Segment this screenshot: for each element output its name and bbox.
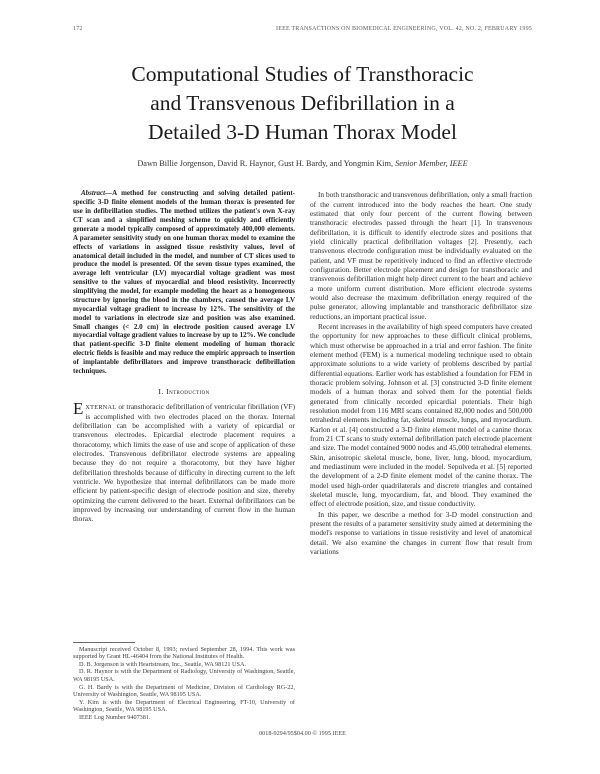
introduction-paragraph [73, 398, 295, 524]
page-number: 172 [73, 26, 83, 32]
paper-title-line: Computational Studies of Transthoracic [131, 62, 474, 86]
footnote-line: IEEE Log Number 9407381. [79, 713, 151, 721]
left-column [73, 189, 295, 721]
footnote-line: Y. Kim is with the Department of Electrical Engineering, FT-10, University of Washington, Seattle, WA 98195 USA. [73, 698, 295, 714]
dropcap-letter: E [73, 398, 84, 418]
abstract-text: A method for constructing and solving detailed patient-specific 3-D finite element models of the human thorax is presented for use in defibrillation studies. The method utilizes the patient's own X-ray CT scan and a simplified meshing scheme to quickly and efficiently generate a model typically composed of approximately 400,000 elements. A parameter sensitivity study on one human thorax model to examine the effects of variations in assigned tissue resistivity values, level of anatomical detail included in the model, and number of CT slices used to produce the model is presented. Of the seven tissue types examined, the average left ventricular (LV) myocardial voltage gradient was most sensitive to the values of myocardial and blood resistivity. Incorrectly simplifying the model, for example modeling the heart as a homogeneous structure by ignoring the blood in the chambers, caused the average LV myocardial voltage gradient to increase by 12%. The sensitivity of the model to variations in electrode size and position was also examined. Small changes (< 2.0 cm) in electrode position caused average LV myocardial voltage gradient values to increase by up to 12%. We conclude that patient-specific 3-D finite element modeling of human thoracic electric fields is feasible and may reduce the empiric approach to insertion of implantable defibrillators and improve transthoracic defibrillation techniques. [73, 189, 295, 375]
footnote-line: Manuscript received October 8, 1993; revised September 28, 1994. This work was supported by Grant HL-46404 from the National Institutes of Health. [73, 645, 295, 661]
authors-names: Dawn Billie Jorgenson, David R. Haynor, Gust H. Bardy, and Yongmin Kim, [137, 159, 396, 169]
two-column-body [73, 189, 532, 721]
body-paragraph: Recent increases in the availability of high speed computers have created the opportunity for new approaches to these difficult clinical problems, which must otherwise be approached in a trial and error fashion. The finite element method (FEM) is a numerical modeling technique used to obtain approximate solutions to a wide variety of problems described by partial differential equations. Earlier work has established a foundation for FEM in thoracic problem solving. Johnson et al. [3] constructed 3-D finite element models of a human thorax and solved them for the potential fields generated from clinically recorded epicardial potentials. Their high resolution model from 116 MRI scans contained 82,000 nodes and 500,000 tetrahedral elements including fat, skeletal muscle, lungs, and myocardium. Karlon et al. [4] constructed a 3-D finite element model of a canine thorax from 21 CT scans to study external defibrillation patch electrode placement and size. The model contained 9000 nodes and 45,000 tetrahedral elements. Skin, anisotropic skeletal muscle, bone, liver, lung, blood, myocardium, and mediastinum were included in the model. Sepulveda et al. [5] reported the development of a 2-D finite element model of the canine thorax. The model used high-order quadrilaterals and discrete triangles and contained skeletal muscle, lung, myocardium, fat, and blood. They examined the effect of electrode position, size, and tissue conductivity. [310, 321, 532, 509]
body-paragraph: In both transthoracic and transvenous defibrillation, only a small fraction of the current introduced into the body reaches the heart. One study estimated that only four percent of the current flowing between transthoracic electrodes passed through the heart [1]. In transvenous defibrillation, it is difficult to identify electrode sizes and positions that yield clinically practical defibrillation voltages [2]. Presently, each transvenous electrode configuration must be individually evaluated on the patient, and VF must be repetitively induced to find an effective electrode configuration. Better electrode placement and design for transthoracic and transvenous defibrillation might help direct current to the heart and achieve a more uniform current distribution. More efficient electrode systems would also decrease the maximum defibrillation energy required of the pulse generator, allowing implantable and transthoracic defibrillator size reductions, an important practical issue. [310, 190, 532, 321]
footnote-block [73, 642, 295, 722]
right-column [310, 189, 532, 721]
abstract-paragraph [73, 189, 295, 375]
introduction-text: or transthoracic defibrillation of ventricular fibrillation (VF) is accomplished with two electrodes placed on the thorax. Internal defibrillation can be accomplished with a variety of epicardial or transvenous electrodes. Epicardial electrode placement requires a thoracotomy, which limits the ease of use and scope of application of these electrodes. Transvenous defibrillator electrode systems are appealing because they do not require a thoracotomy, but they have higher defibrillation thresholds because of difficulty in directing current to the left ventricle. We hypothesize that internal defibrillators can be made more efficient by patient-specific design of electrode position and size, thereby optimizing the current delivered to the heart. External defibrillators can be improved by increasing our understanding of current flow in the human thorax. [73, 401, 295, 524]
journal-header: IEEE TRANSACTIONS ON BIOMEDICAL ENGINEERING, VOL. 42, NO. 2, FEBRUARY 1995 [276, 26, 532, 32]
paper-title-line: Detailed 3-D Human Thorax Model [148, 119, 457, 144]
footnote-line: G. H. Bardy is with the Department of Medicine, Division of Cardiology RG-22, University of Washington, Seattle, WA 98195 USA. [73, 683, 295, 699]
paper-title [73, 60, 532, 146]
body-paragraph: In this paper, we describe a method for 3-D model construction and present the results of a parameter sensitivity study aimed at determining the model's response to variations in tissue resistivity and level of anatomical detail. We also examine the changes in current flow that result from variations [310, 509, 532, 556]
paper-title-line: and Transvenous Defibrillation in a [150, 90, 455, 115]
copyright-line: 0018-9294/95$04.00 © 1995 IEEE [259, 730, 346, 738]
footnote-rule [73, 642, 135, 643]
page-body [73, 26, 532, 737]
lead-word: XTERNAL [85, 403, 117, 411]
footnote-line: D. B. Jorgenson is with Heartstream, Inc., Seattle, WA 98121 USA. [79, 660, 246, 668]
running-header [73, 26, 532, 32]
section-heading-introduction: I. Introduction [158, 386, 210, 396]
authors-line [73, 159, 532, 168]
footnote-line: D. R. Haynor is with the Department of Radiology, University of Washington, Seattle, WA 98195 USA. [73, 668, 295, 684]
abstract-label: Abstract— [81, 189, 113, 198]
authors-membership: Senior Member, IEEE [395, 159, 468, 169]
footnotes [73, 646, 295, 722]
